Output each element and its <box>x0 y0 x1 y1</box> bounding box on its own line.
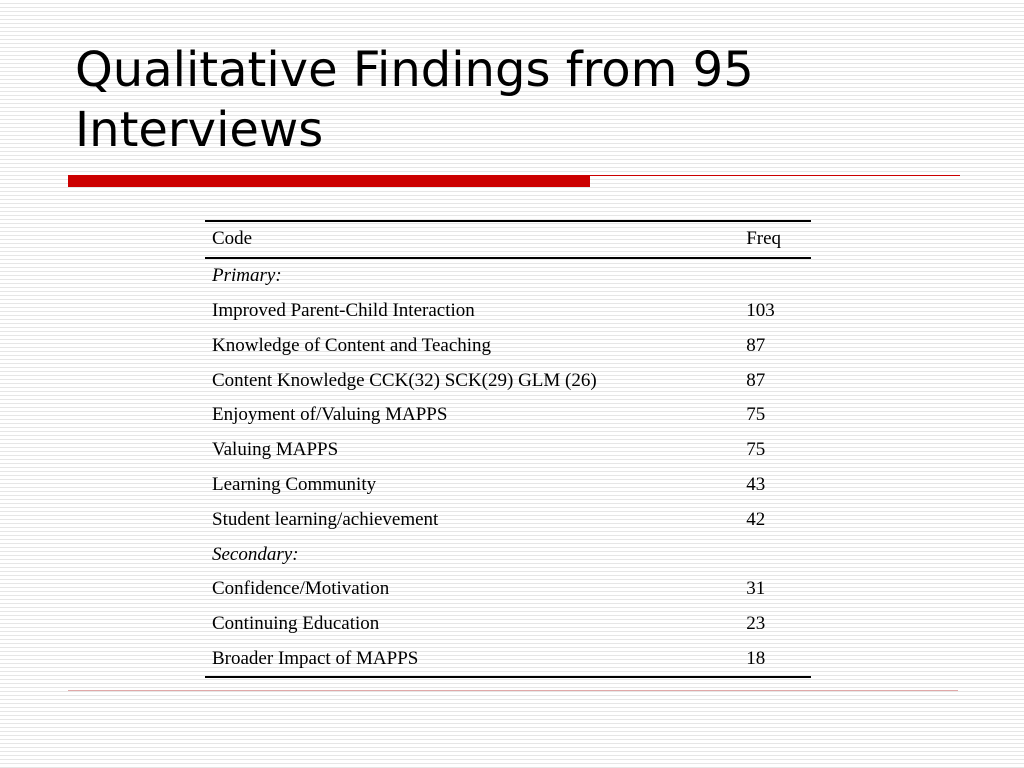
row-freq: 31 <box>746 578 766 600</box>
row-freq: 23 <box>746 613 766 635</box>
row-freq: 18 <box>746 647 766 669</box>
row-code: Improved Parent-Child Interaction <box>212 299 475 321</box>
row-freq: 75 <box>746 404 766 426</box>
table-row <box>205 328 811 363</box>
title-underline-accent <box>68 175 590 187</box>
table-row <box>205 607 811 642</box>
row-code: Valuing MAPPS <box>212 439 339 461</box>
row-code: Knowledge of Content and Teaching <box>212 334 492 356</box>
header-code: Code <box>212 228 253 250</box>
section-label: Secondary: <box>212 543 299 565</box>
table-row <box>205 398 811 433</box>
section-row-secondary <box>205 537 811 572</box>
row-code: Content Knowledge CCK(32) SCK(29) GLM (26) <box>212 369 597 391</box>
row-code: Learning Community <box>212 473 377 495</box>
section-label: Primary: <box>212 265 282 287</box>
header-freq: Freq <box>746 228 782 250</box>
row-freq: 42 <box>746 508 766 530</box>
table-row <box>205 642 811 678</box>
slide-title-line-2: Interviews <box>75 102 324 158</box>
row-code: Continuing Education <box>212 613 380 635</box>
table-row <box>205 502 811 537</box>
row-freq: 103 <box>746 299 775 321</box>
row-freq: 43 <box>746 473 766 495</box>
slide-title <box>75 40 975 160</box>
section-row-primary <box>205 258 811 294</box>
row-freq: 87 <box>746 334 766 356</box>
row-freq: 87 <box>746 369 766 391</box>
table-row <box>205 363 811 398</box>
slide-title-line-1: Qualitative Findings from 95 <box>75 42 754 98</box>
row-freq: 75 <box>746 439 766 461</box>
table-header-row <box>205 221 811 258</box>
table-row <box>205 294 811 329</box>
table-row <box>205 468 811 503</box>
table-row <box>205 433 811 468</box>
table-row <box>205 572 811 607</box>
footer-divider <box>68 690 958 691</box>
section-freq <box>739 537 811 572</box>
row-code: Broader Impact of MAPPS <box>212 647 419 669</box>
section-freq <box>739 258 811 294</box>
row-code: Student learning/achievement <box>212 508 439 530</box>
title-underline-thin <box>590 175 960 176</box>
row-code: Confidence/Motivation <box>212 578 390 600</box>
findings-table <box>205 220 811 678</box>
row-code: Enjoyment of/Valuing MAPPS <box>212 404 448 426</box>
